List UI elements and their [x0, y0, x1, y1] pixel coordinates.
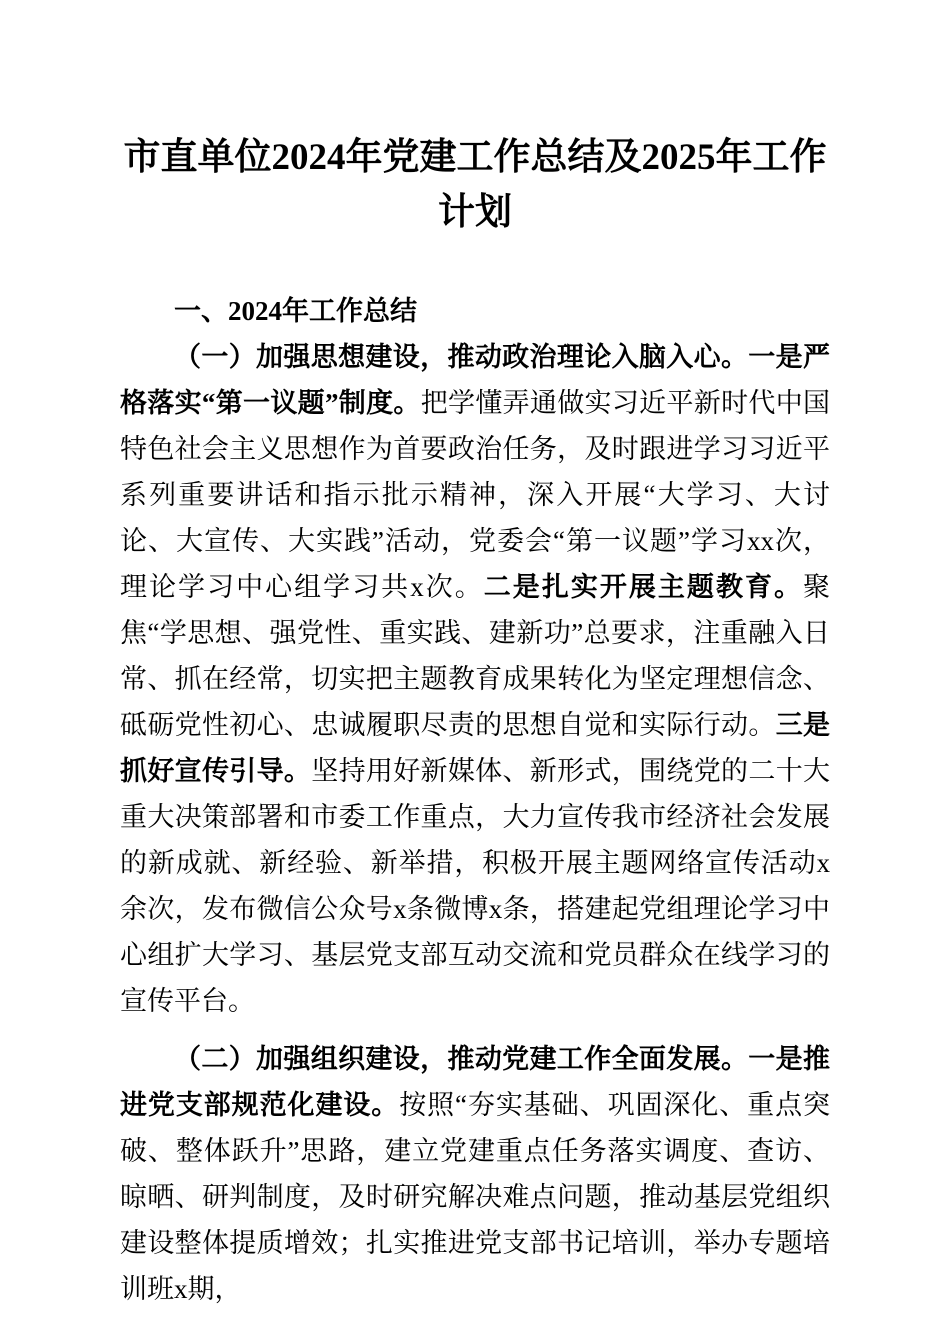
paragraph-2: [120, 1036, 830, 1312]
paragraph-2-text-1: 按照“夯实基础、巩固深化、重点突破、整体跃升”思路，建立党建重点任务落实调度、查访、晾晒、研判制度，及时研究解决难点问题，推动基层党组织建设整体提质增效；扎实推进党支部书记培训，举办专题培训班x期，: [120, 1090, 831, 1304]
paragraph-1-text-2: 聚焦“学思想、强党性、重实践、建新功”总要求，注重融入日常、抓在经常，切实把主题教育成果转化为坚定理想信念、砥砺党性初心、忠诚履职尽责的思想自觉和实际行动。: [120, 572, 831, 740]
paragraph-1-text-1: 把学懂弄通做实习近平新时代中国特色社会主义思想作为首要政治任务，及时跟进学习习近平系列重要讲话和指示批示精神，深入开展“大学习、大讨论、大宣传、大实践”活动，党委会“第一议题”学习xx次，理论学习中心组学习共x次。: [120, 388, 831, 602]
paragraph-1-lead: （一）加强思想建设，推动政治理论入脑入心。一是严格落实“第一议题”制度。: [120, 342, 830, 418]
paragraph-2-lead: （二）加强组织建设，推动党建工作全面发展。一是推进党支部规范化建设。: [120, 1044, 830, 1120]
paragraph-1-subhead-3: 三是抓好宣传引导。: [120, 710, 831, 786]
section-heading-2024-summary: 一、2024年工作总结: [174, 296, 417, 326]
paragraph-1: [120, 334, 830, 1024]
paragraph-1-subhead-2: 二是扎实开展主题教育。: [483, 572, 804, 602]
document-title: 市直单位2024年党建工作总结及2025年工作计划: [123, 137, 827, 233]
paragraph-1-text-3: 坚持用好新媒体、新形式，围绕党的二十大重大决策部署和市委工作重点，大力宣传我市经济社会发展的新成就、新经验、新举措，积极开展主题网络宣传活动x余次，发布微信公众号x条微博x条，搭建起党组理论学习中心组扩大学习、基层党支部互动交流和党员群众在线学习的宣传平台。: [120, 756, 831, 1016]
